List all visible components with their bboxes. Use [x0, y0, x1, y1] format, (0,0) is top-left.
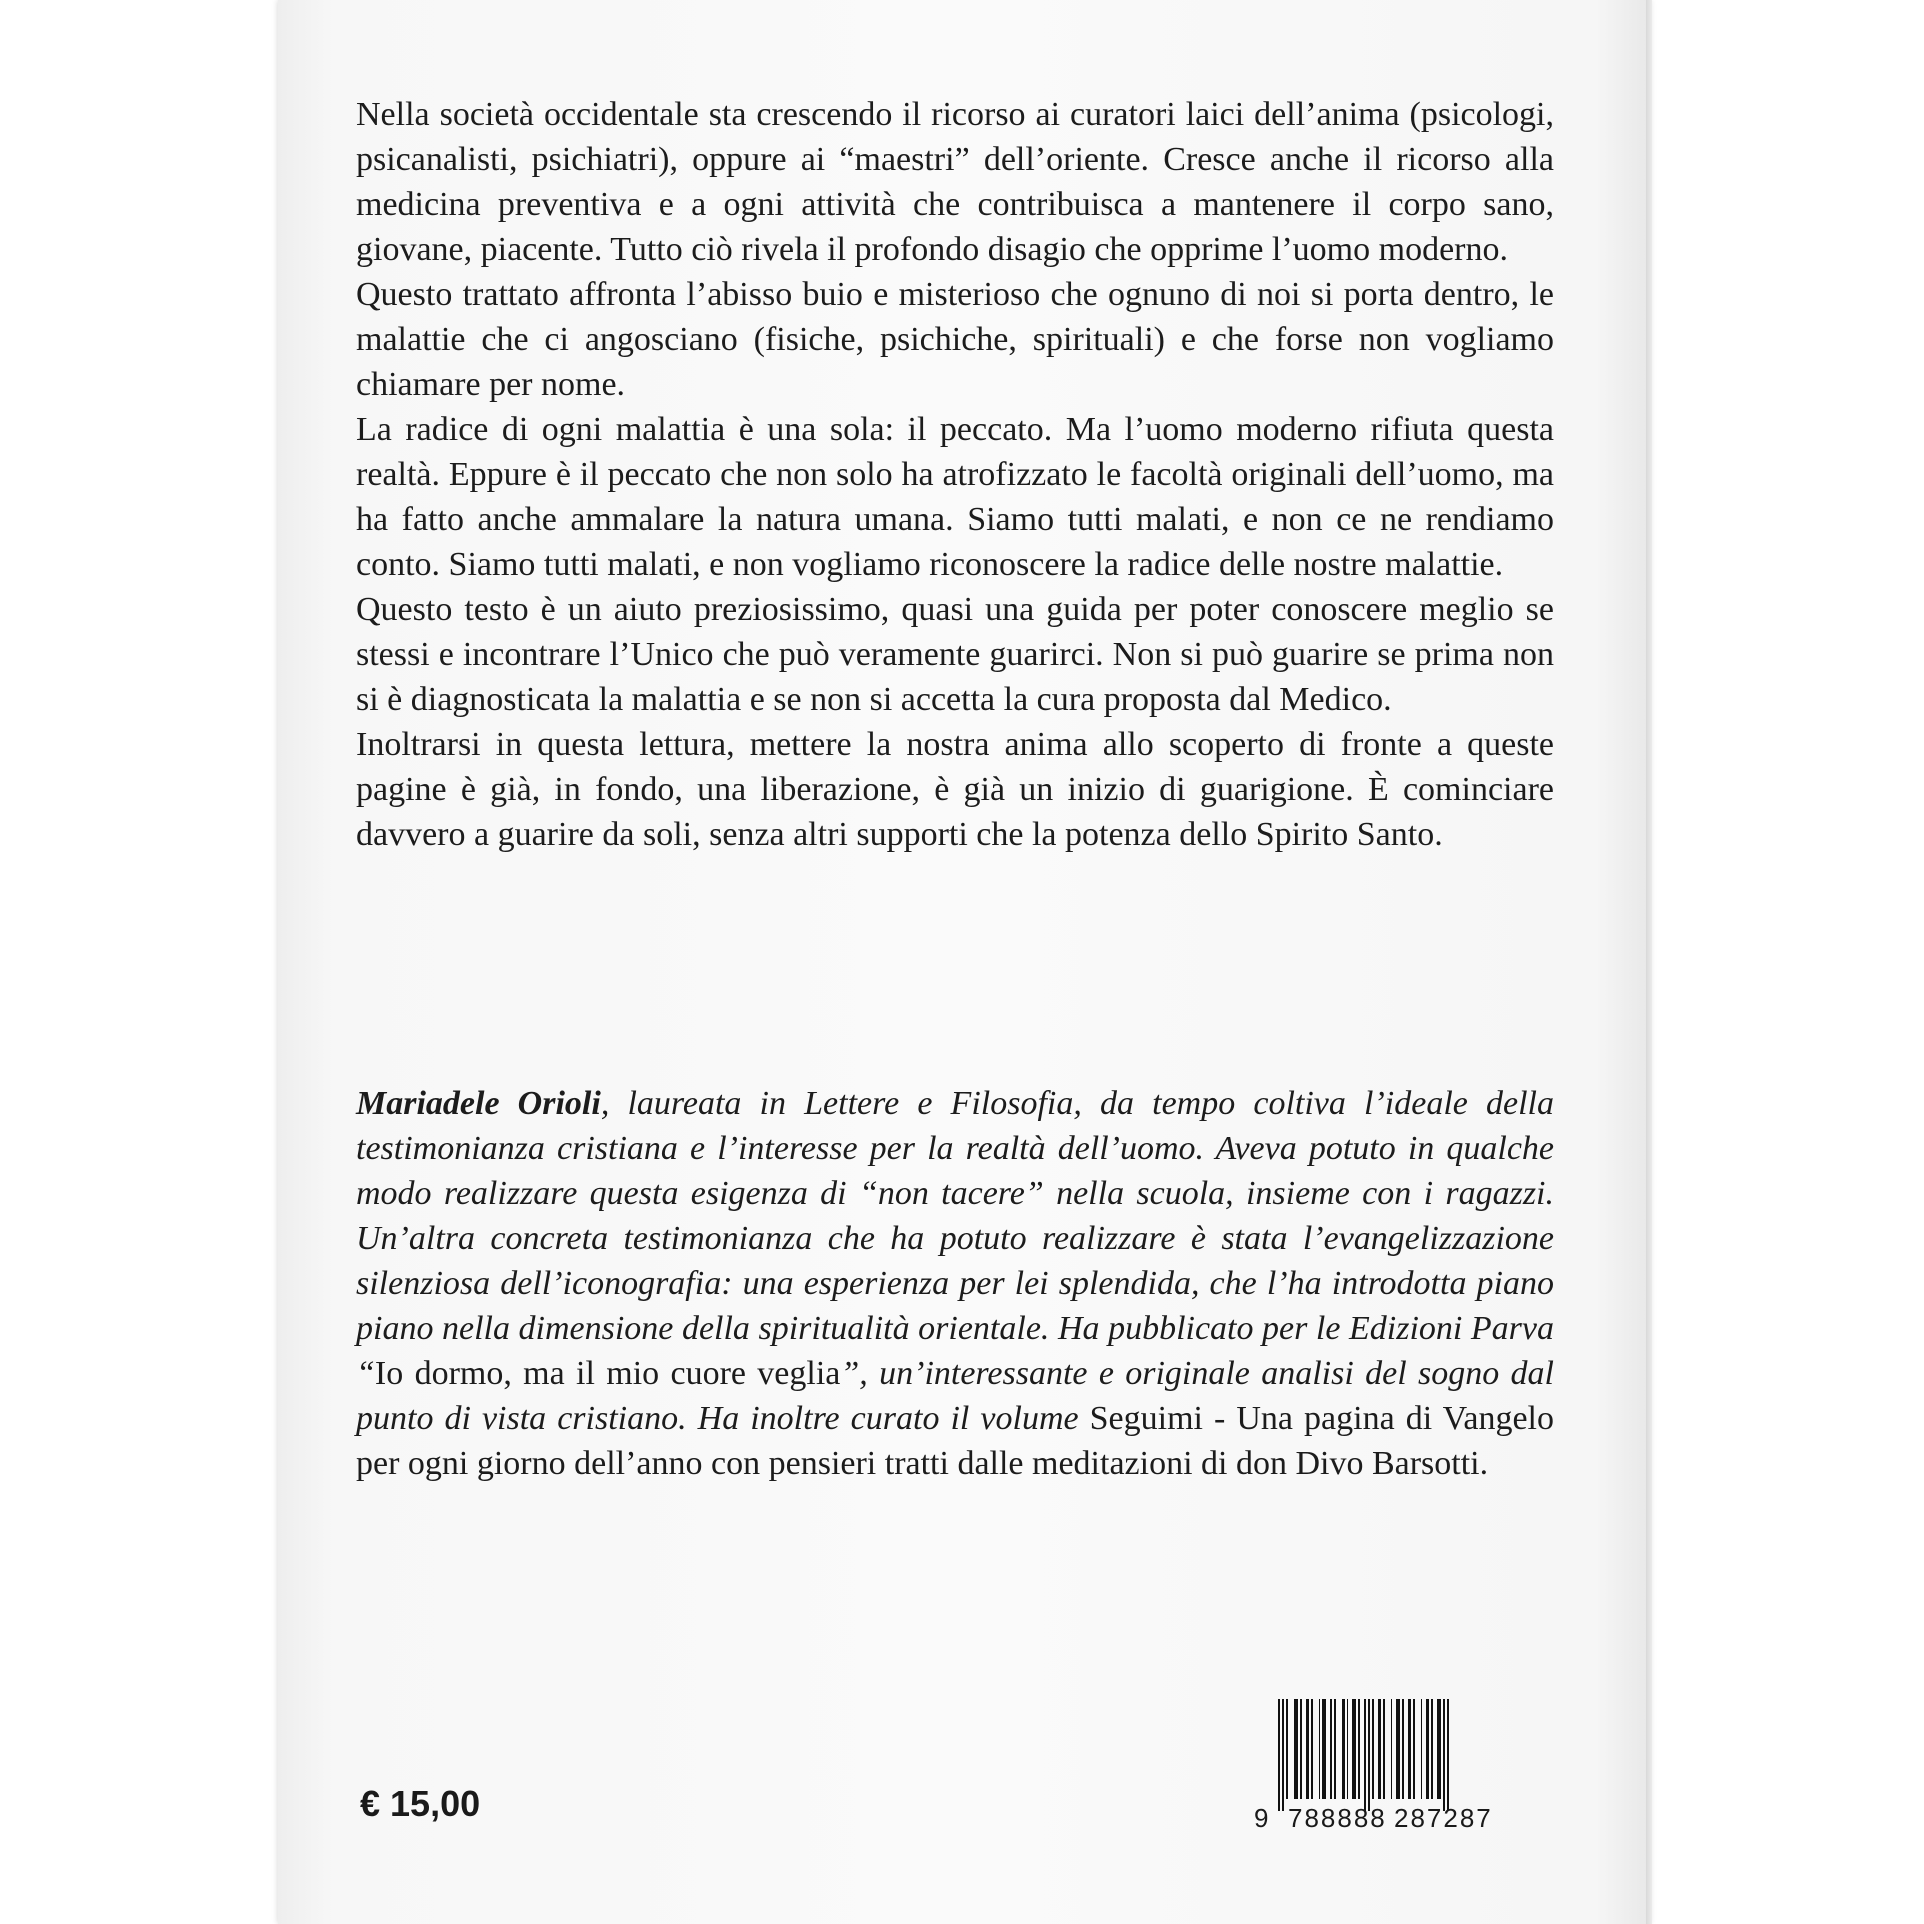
blurb-paragraph-4: Questo testo è un aiuto preziosissimo, quasi una guida per poter conoscere meglio se stessi e incontrare l’Unico che può veramente guarirci. Non si può guarire se prima non si è diagnosticata la malattia e se non si accetta la cura proposta dal Medico. [356, 591, 1554, 718]
barcode-left-digits: 788888 [1288, 1803, 1387, 1833]
blurb-paragraph-5: Inoltrarsi in questa lettura, mettere la nostra anima allo scoperto di fronte a queste pagine è già, in fondo, una liberazione, è già un inizio di guarigione. È cominciare davvero a guarire da soli, senza altri supporti che la potenza dello Spirito Santo. [356, 726, 1554, 853]
barcode-first-digit: 9 [1254, 1803, 1269, 1833]
bio-text-part-1: , laureata in Lettere e Filosofia, da tempo coltiva l’ideale della testimonianza cristiana e l’interesse per la realtà dell’uomo. Aveva potuto in qualche modo realizzare questa esigenza di “non tacere” nella scuola, insieme con i ragazzi. Un’altra concreta testimonianza che ha potuto realizzare è stata l’evangelizzazione silenziosa dell’iconografia: una esperienza per lei splendida, che l’ha introdotta piano piano nella dimensione della spiritualità orientale. Ha pubblicato per le Edizioni Parva “ [356, 1085, 1554, 1392]
bio-book-title-2: Seguimi - Una pagina di Vangelo per ogni giorno dell’anno con pensieri tratti dalle meditazioni di don Divo Barsotti. [356, 1400, 1555, 1482]
isbn-barcode [1254, 1699, 1506, 1833]
author-bio-paragraph [356, 1081, 1554, 1486]
price-label: € 15,00 [360, 1783, 481, 1824]
bio-book-title-1: Io dormo, ma il mio cuore veglia [374, 1355, 841, 1392]
cover-edge [1646, 0, 1652, 1924]
bio-text-part-2: ”, un’interessante e originale analisi del sogno dal punto di vista cristiano. Ha inoltre curato il volume [356, 1355, 1554, 1437]
barcode-bars [1278, 1699, 1504, 1811]
blurb-paragraph-2: Questo trattato affronta l’abisso buio e misterioso che ognuno di noi si porta dentro, le malattie che ci angosciano (fisiche, psichiche, spirituali) e che forse non vogliamo chiamare per nome. [356, 276, 1554, 403]
book-back-cover [278, 0, 1650, 1924]
barcode-digits [1254, 1803, 1506, 1833]
author-name: Mariadele Orioli [356, 1085, 601, 1122]
barcode-bar [1447, 1699, 1449, 1811]
author-bio [356, 1081, 1554, 1486]
blurb-paragraph-1: Nella società occidentale sta crescendo il ricorso ai curatori laici dell’anima (psicologi, psicanalisti, psichiatri), oppure ai “maestri” dell’oriente. Cresce anche il ricorso alla medicina preventiva e a ogni attività che contribuisca a mantenere il corpo sano, giovane, piacente. Tutto ciò rivela il profondo disagio che opprime l’uomo moderno. [356, 96, 1554, 268]
barcode-right-digits: 287287 [1394, 1803, 1493, 1833]
book-blurb [356, 92, 1554, 857]
blurb-paragraph-3: La radice di ogni malattia è una sola: il peccato. Ma l’uomo moderno rifiuta questa realtà. Eppure è il peccato che non solo ha atrofizzato le facoltà originali dell’uomo, ma ha fatto anche ammalare la natura umana. Siamo tutti malati, e non ce ne rendiamo conto. Siamo tutti malati, e non vogliamo riconoscere la radice delle nostre malattie. [356, 411, 1554, 583]
